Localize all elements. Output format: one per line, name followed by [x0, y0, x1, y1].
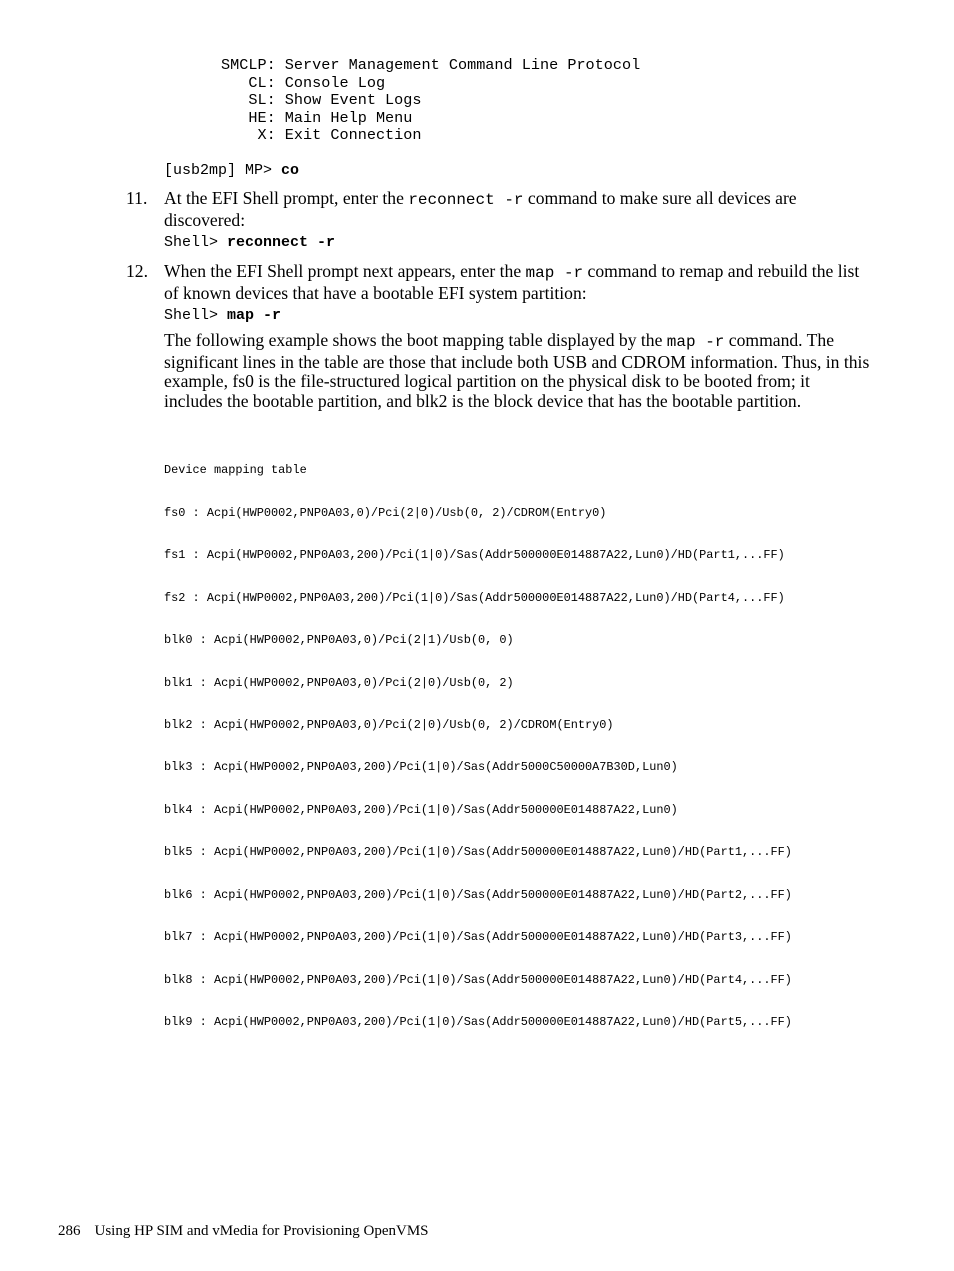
step-text-end: command to remap and rebuild the list of known devices that have a bootable EFI system partition:	[164, 261, 860, 303]
table-line: blk5 : Acpi(HWP0002,PNP0A03,200)/Pci(1|0)/Sas(Addr500000E014887A22,Lun0)/HD(Part1,...FF)	[164, 845, 792, 860]
shell-prompt-map	[164, 307, 281, 325]
step-text	[164, 262, 871, 303]
table-line: fs2 : Acpi(HWP0002,PNP0A03,200)/Pci(1|0)/Sas(Addr500000E014887A22,Lun0)/HD(Part4,...FF)	[164, 590, 785, 605]
step-text-end: command to make sure all devices are discovered:	[164, 188, 797, 230]
prompt-prefix: Shell>	[164, 307, 228, 324]
step-12	[126, 262, 871, 303]
prompt-command: co	[281, 162, 300, 179]
menu-line: X: Exit Connection	[221, 126, 422, 145]
step-number: 12.	[126, 261, 148, 281]
prompt-command: map -r	[227, 307, 282, 324]
explanation-end: command. The significant lines in the table are those that include both USB and CDROM information. Thus, in this example, fs0 is the file-structured logical partition on the physical disk to be booted from; it includes the bootable partition, and blk2 is the block device that has the bootable partition.	[164, 330, 870, 411]
table-line: blk8 : Acpi(HWP0002,PNP0A03,200)/Pci(1|0)/Sas(Addr500000E014887A22,Lun0)/HD(Part4,...FF)	[164, 972, 792, 987]
explanation-paragraph	[164, 331, 871, 411]
mp-prompt-line	[164, 162, 299, 180]
prompt-command: reconnect -r	[227, 234, 336, 251]
table-line: fs1 : Acpi(HWP0002,PNP0A03,200)/Pci(1|0)/Sas(Addr500000E014887A22,Lun0)/HD(Part1,...FF)	[164, 548, 785, 563]
table-line: blk3 : Acpi(HWP0002,PNP0A03,200)/Pci(1|0)/Sas(Addr5000C50000A7B30D,Lun0)	[164, 760, 678, 775]
inline-command: map -r	[666, 333, 725, 351]
step-11	[126, 189, 871, 230]
table-line: Device mapping table	[164, 463, 307, 478]
prompt-prefix: [usb2mp] MP>	[164, 162, 282, 179]
menu-line: CL: Console Log	[221, 73, 386, 92]
table-line: fs0 : Acpi(HWP0002,PNP0A03,0)/Pci(2|0)/Usb(0, 2)/CDROM(Entry0)	[164, 505, 607, 520]
table-line: blk4 : Acpi(HWP0002,PNP0A03,200)/Pci(1|0)/Sas(Addr500000E014887A22,Lun0)	[164, 802, 678, 817]
table-line: blk2 : Acpi(HWP0002,PNP0A03,0)/Pci(2|0)/Usb(0, 2)/CDROM(Entry0)	[164, 718, 614, 733]
table-line: blk9 : Acpi(HWP0002,PNP0A03,200)/Pci(1|0)/Sas(Addr500000E014887A22,Lun0)/HD(Part5,...FF)	[164, 1015, 792, 1030]
inline-command: reconnect -r	[408, 191, 524, 209]
explanation-start: The following example shows the boot mapping table displayed by the	[164, 330, 667, 350]
table-line: blk1 : Acpi(HWP0002,PNP0A03,0)/Pci(2|0)/Usb(0, 2)	[164, 675, 514, 690]
menu-line: HE: Main Help Menu	[221, 108, 413, 127]
menu-line: SL: Show Event Logs	[221, 91, 422, 110]
table-line: blk6 : Acpi(HWP0002,PNP0A03,200)/Pci(1|0)/Sas(Addr500000E014887A22,Lun0)/HD(Part2,...FF)	[164, 887, 792, 902]
footer-title: Using HP SIM and vMedia for Provisioning OpenVMS	[94, 1223, 429, 1239]
table-line: blk7 : Acpi(HWP0002,PNP0A03,200)/Pci(1|0)/Sas(Addr500000E014887A22,Lun0)/HD(Part3,...FF)	[164, 930, 792, 945]
step-text-start: At the EFI Shell prompt, enter the	[164, 188, 409, 208]
table-line: blk0 : Acpi(HWP0002,PNP0A03,0)/Pci(2|1)/Usb(0, 0)	[164, 633, 514, 648]
step-text	[164, 189, 871, 230]
device-mapping-table	[164, 435, 792, 1044]
inline-command: map -r	[525, 264, 584, 282]
step-text-start: When the EFI Shell prompt next appears, enter the	[164, 261, 526, 281]
shell-prompt-reconnect	[164, 234, 335, 252]
page-footer	[58, 1222, 429, 1240]
menu-line: SMCLP: Server Management Command Line Protocol	[221, 56, 641, 74]
prompt-prefix: Shell>	[164, 234, 228, 251]
mp-main-menu	[221, 57, 640, 145]
step-number: 11.	[126, 188, 148, 208]
page-number: 286	[58, 1223, 81, 1239]
